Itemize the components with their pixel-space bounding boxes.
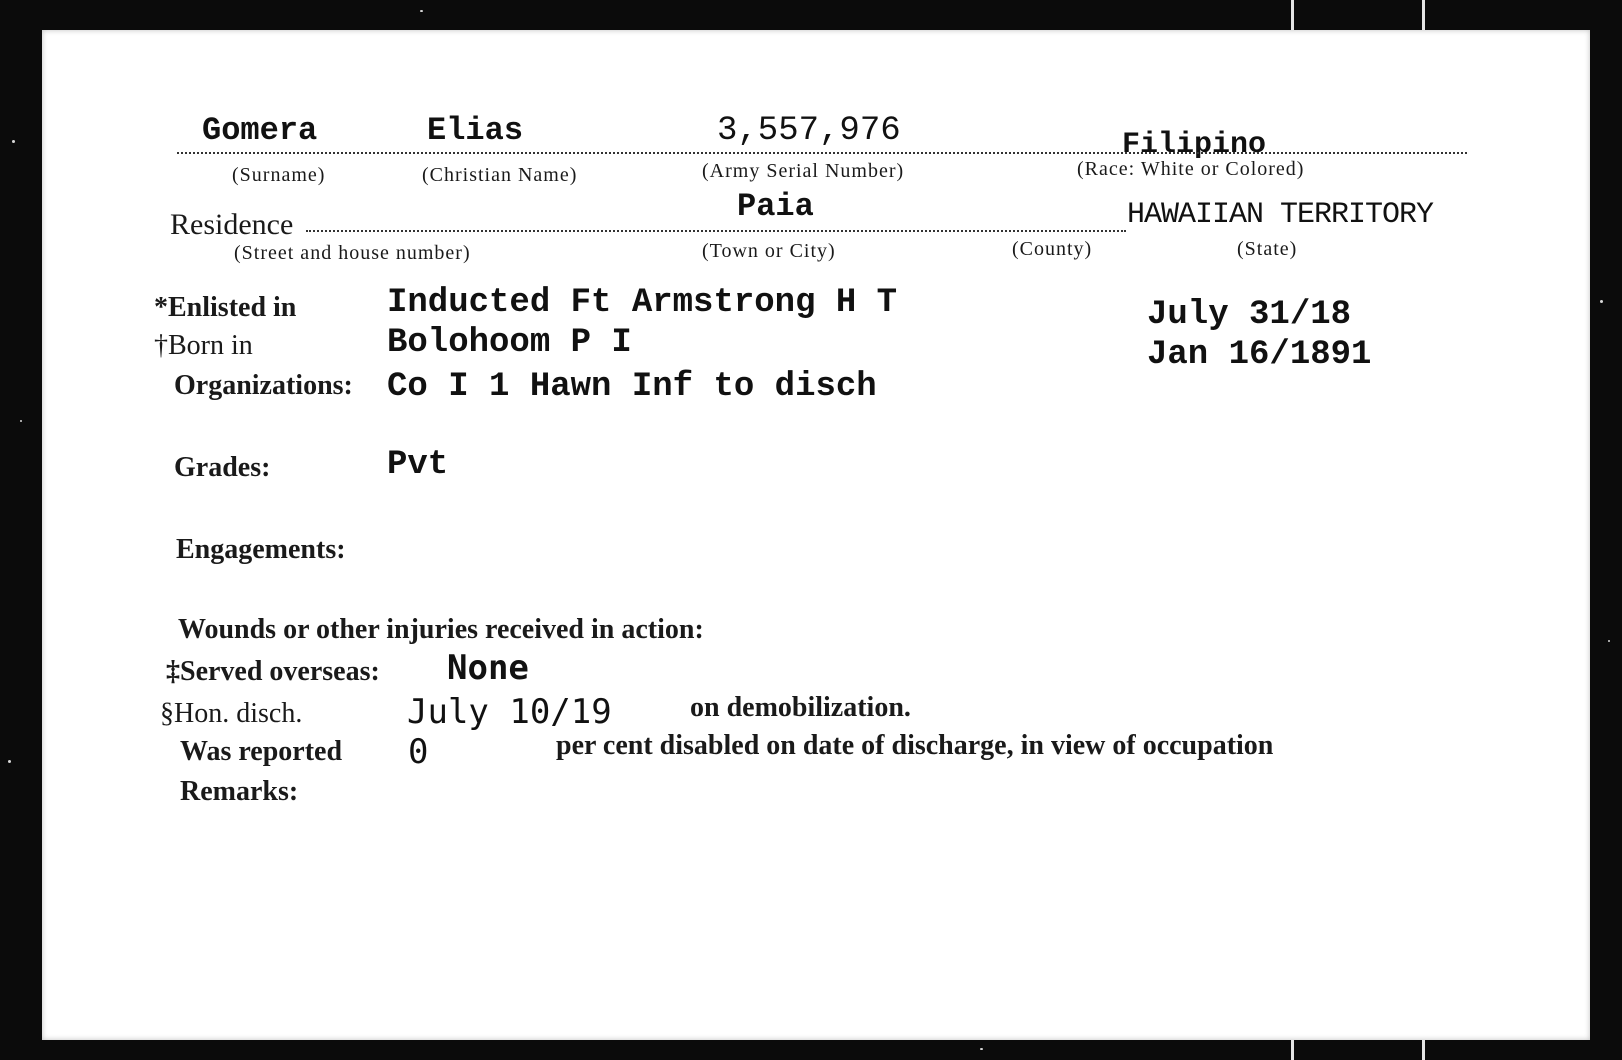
hon-disch-value: July 10/19 <box>407 692 612 732</box>
enlisted-value: Inducted Ft Armstrong H T <box>387 284 898 322</box>
film-edge-line <box>1422 1040 1425 1060</box>
enlisted-date: July 31/18 <box>1147 296 1352 334</box>
town-value: Paia <box>737 188 814 225</box>
christian-name-caption: (Christian Name) <box>422 164 578 186</box>
born-date: Jan 16/1891 <box>1147 336 1372 374</box>
dust-speck <box>980 1048 983 1050</box>
name-dotted-line <box>177 152 1467 154</box>
dust-speck <box>420 10 423 12</box>
surname-value: Gomera <box>202 112 318 149</box>
hon-disch-suffix: on demobilization. <box>690 692 911 723</box>
remarks-label: Remarks: <box>180 776 299 807</box>
serial-caption: (Army Serial Number) <box>702 160 905 182</box>
organizations-value: Co I 1 Hawn Inf to disch <box>387 368 877 406</box>
race-caption: (Race: White or Colored) <box>1077 158 1305 180</box>
dust-speck <box>1608 640 1610 642</box>
was-reported-label: Was reported <box>180 736 343 767</box>
dust-speck <box>12 140 15 143</box>
surname-caption: (Surname) <box>232 164 326 186</box>
dust-speck <box>1600 300 1603 303</box>
state-value: HAWAIIAN TERRITORY <box>1127 198 1434 232</box>
born-value: Bolohoom P I <box>387 324 632 362</box>
enlisted-label: *Enlisted in <box>154 292 297 323</box>
film-edge-line <box>1422 0 1425 30</box>
engagements-label: Engagements: <box>176 534 346 565</box>
film-edge-line <box>1291 0 1294 30</box>
county-caption: (County) <box>1012 238 1093 260</box>
dust-speck <box>20 420 22 422</box>
dust-speck <box>8 760 11 763</box>
residence-dotted-line <box>306 230 1126 232</box>
born-label: †Born in <box>154 330 253 361</box>
grades-label: Grades: <box>174 452 271 483</box>
organizations-label: Organizations: <box>174 370 353 401</box>
was-reported-suffix: per cent disabled on date of discharge, in view of occupation <box>556 730 1274 761</box>
town-caption: (Town or City) <box>702 240 836 262</box>
state-caption: (State) <box>1237 238 1298 260</box>
serial-number-value: 3,557,976 <box>717 112 901 150</box>
residence-label: Residence <box>170 208 294 241</box>
christian-name-value: Elias <box>427 112 524 149</box>
service-record-card <box>42 30 1590 1040</box>
grades-value: Pvt <box>387 446 449 484</box>
was-reported-value: 0 <box>408 732 429 772</box>
served-overseas-label: ‡Served overseas: <box>166 656 380 687</box>
served-overseas-value: None <box>447 648 529 688</box>
race-value: Filipino <box>1122 128 1267 162</box>
street-caption: (Street and house number) <box>234 242 471 264</box>
film-edge-line <box>1291 1040 1294 1060</box>
wounds-label: Wounds or other injuries received in action: <box>178 614 704 645</box>
hon-disch-label: §Hon. disch. <box>160 698 303 729</box>
